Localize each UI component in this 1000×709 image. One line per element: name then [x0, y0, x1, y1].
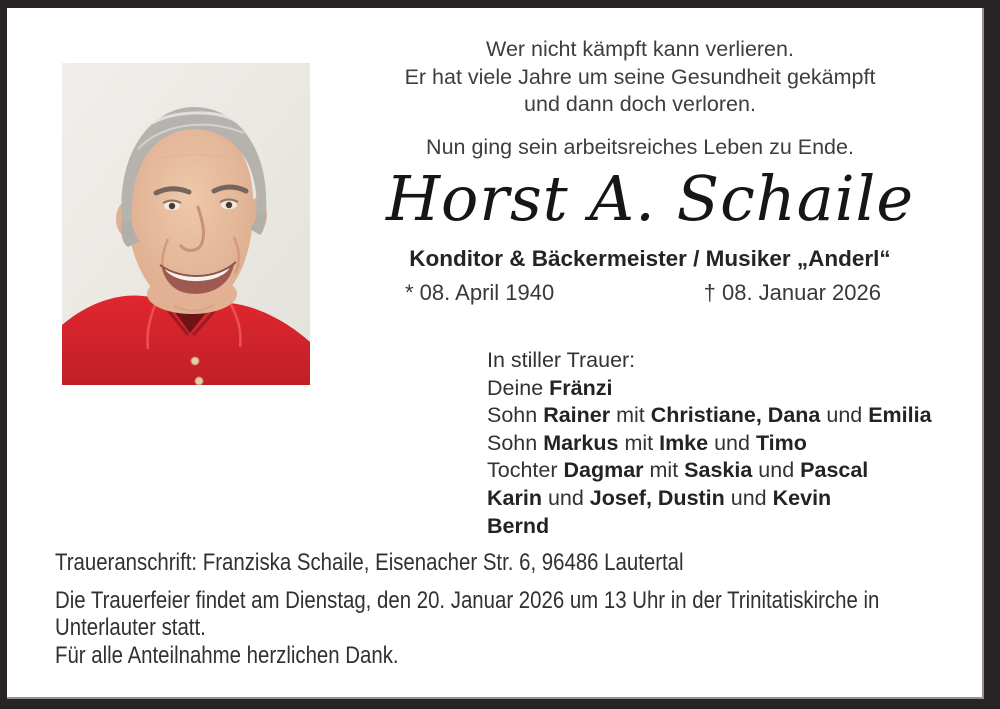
- epitaph-closing-line: Nun ging sein arbeitsreiches Leben zu Ende.: [426, 134, 854, 159]
- deceased-profession: Konditor & Bäckermeister / Musiker „Anderl“: [409, 246, 891, 271]
- death-date: † 08. Januar 2026: [703, 280, 881, 305]
- epitaph-line: Wer nicht kämpft kann verlieren.: [486, 37, 794, 61]
- epitaph-line: Er hat viele Jahre um seine Gesundheit gekämpft: [404, 64, 876, 89]
- deceased-name: Horst A. Schaile: [385, 162, 915, 235]
- mourning-address: Traueranschrift: Franziska Schaile, Eisenacher Str. 6, 96486 Lautertal: [55, 549, 684, 576]
- mourners-line: Sohn Markus mit Imke und Timo: [487, 430, 807, 455]
- portrait-illustration: [62, 63, 310, 385]
- mourners-line: Karin und Josef, Dustin und Kevin: [487, 485, 832, 510]
- mourners-intro: In stiller Trauer:: [487, 348, 636, 372]
- mourners-line: Bernd: [487, 513, 550, 538]
- thanks-note: Für alle Anteilnahme herzlichen Dank.: [55, 641, 399, 669]
- birth-date: * 08. April 1940: [405, 280, 555, 305]
- mourners-line: Deine Fränzi: [487, 375, 613, 400]
- mourners-line: Tochter Dagmar mit Saskia und Pascal: [487, 458, 869, 483]
- epitaph-verse: [380, 36, 900, 161]
- funeral-details-line: Die Trauerfeier findet am Dienstag, den 20. Januar 2026 um 13 Uhr in der Trinitatiskirche in: [55, 586, 880, 614]
- life-dates: [405, 280, 881, 306]
- footer-details: [55, 549, 1000, 669]
- mourners-line: Sohn Rainer mit Christiane, Dana und Emilia: [487, 403, 932, 428]
- epitaph-line: und dann doch verloren.: [524, 92, 756, 116]
- funeral-details-line: Unterlauter statt.: [55, 614, 206, 641]
- mourners-list: [487, 347, 932, 540]
- portrait-photo: [62, 63, 310, 385]
